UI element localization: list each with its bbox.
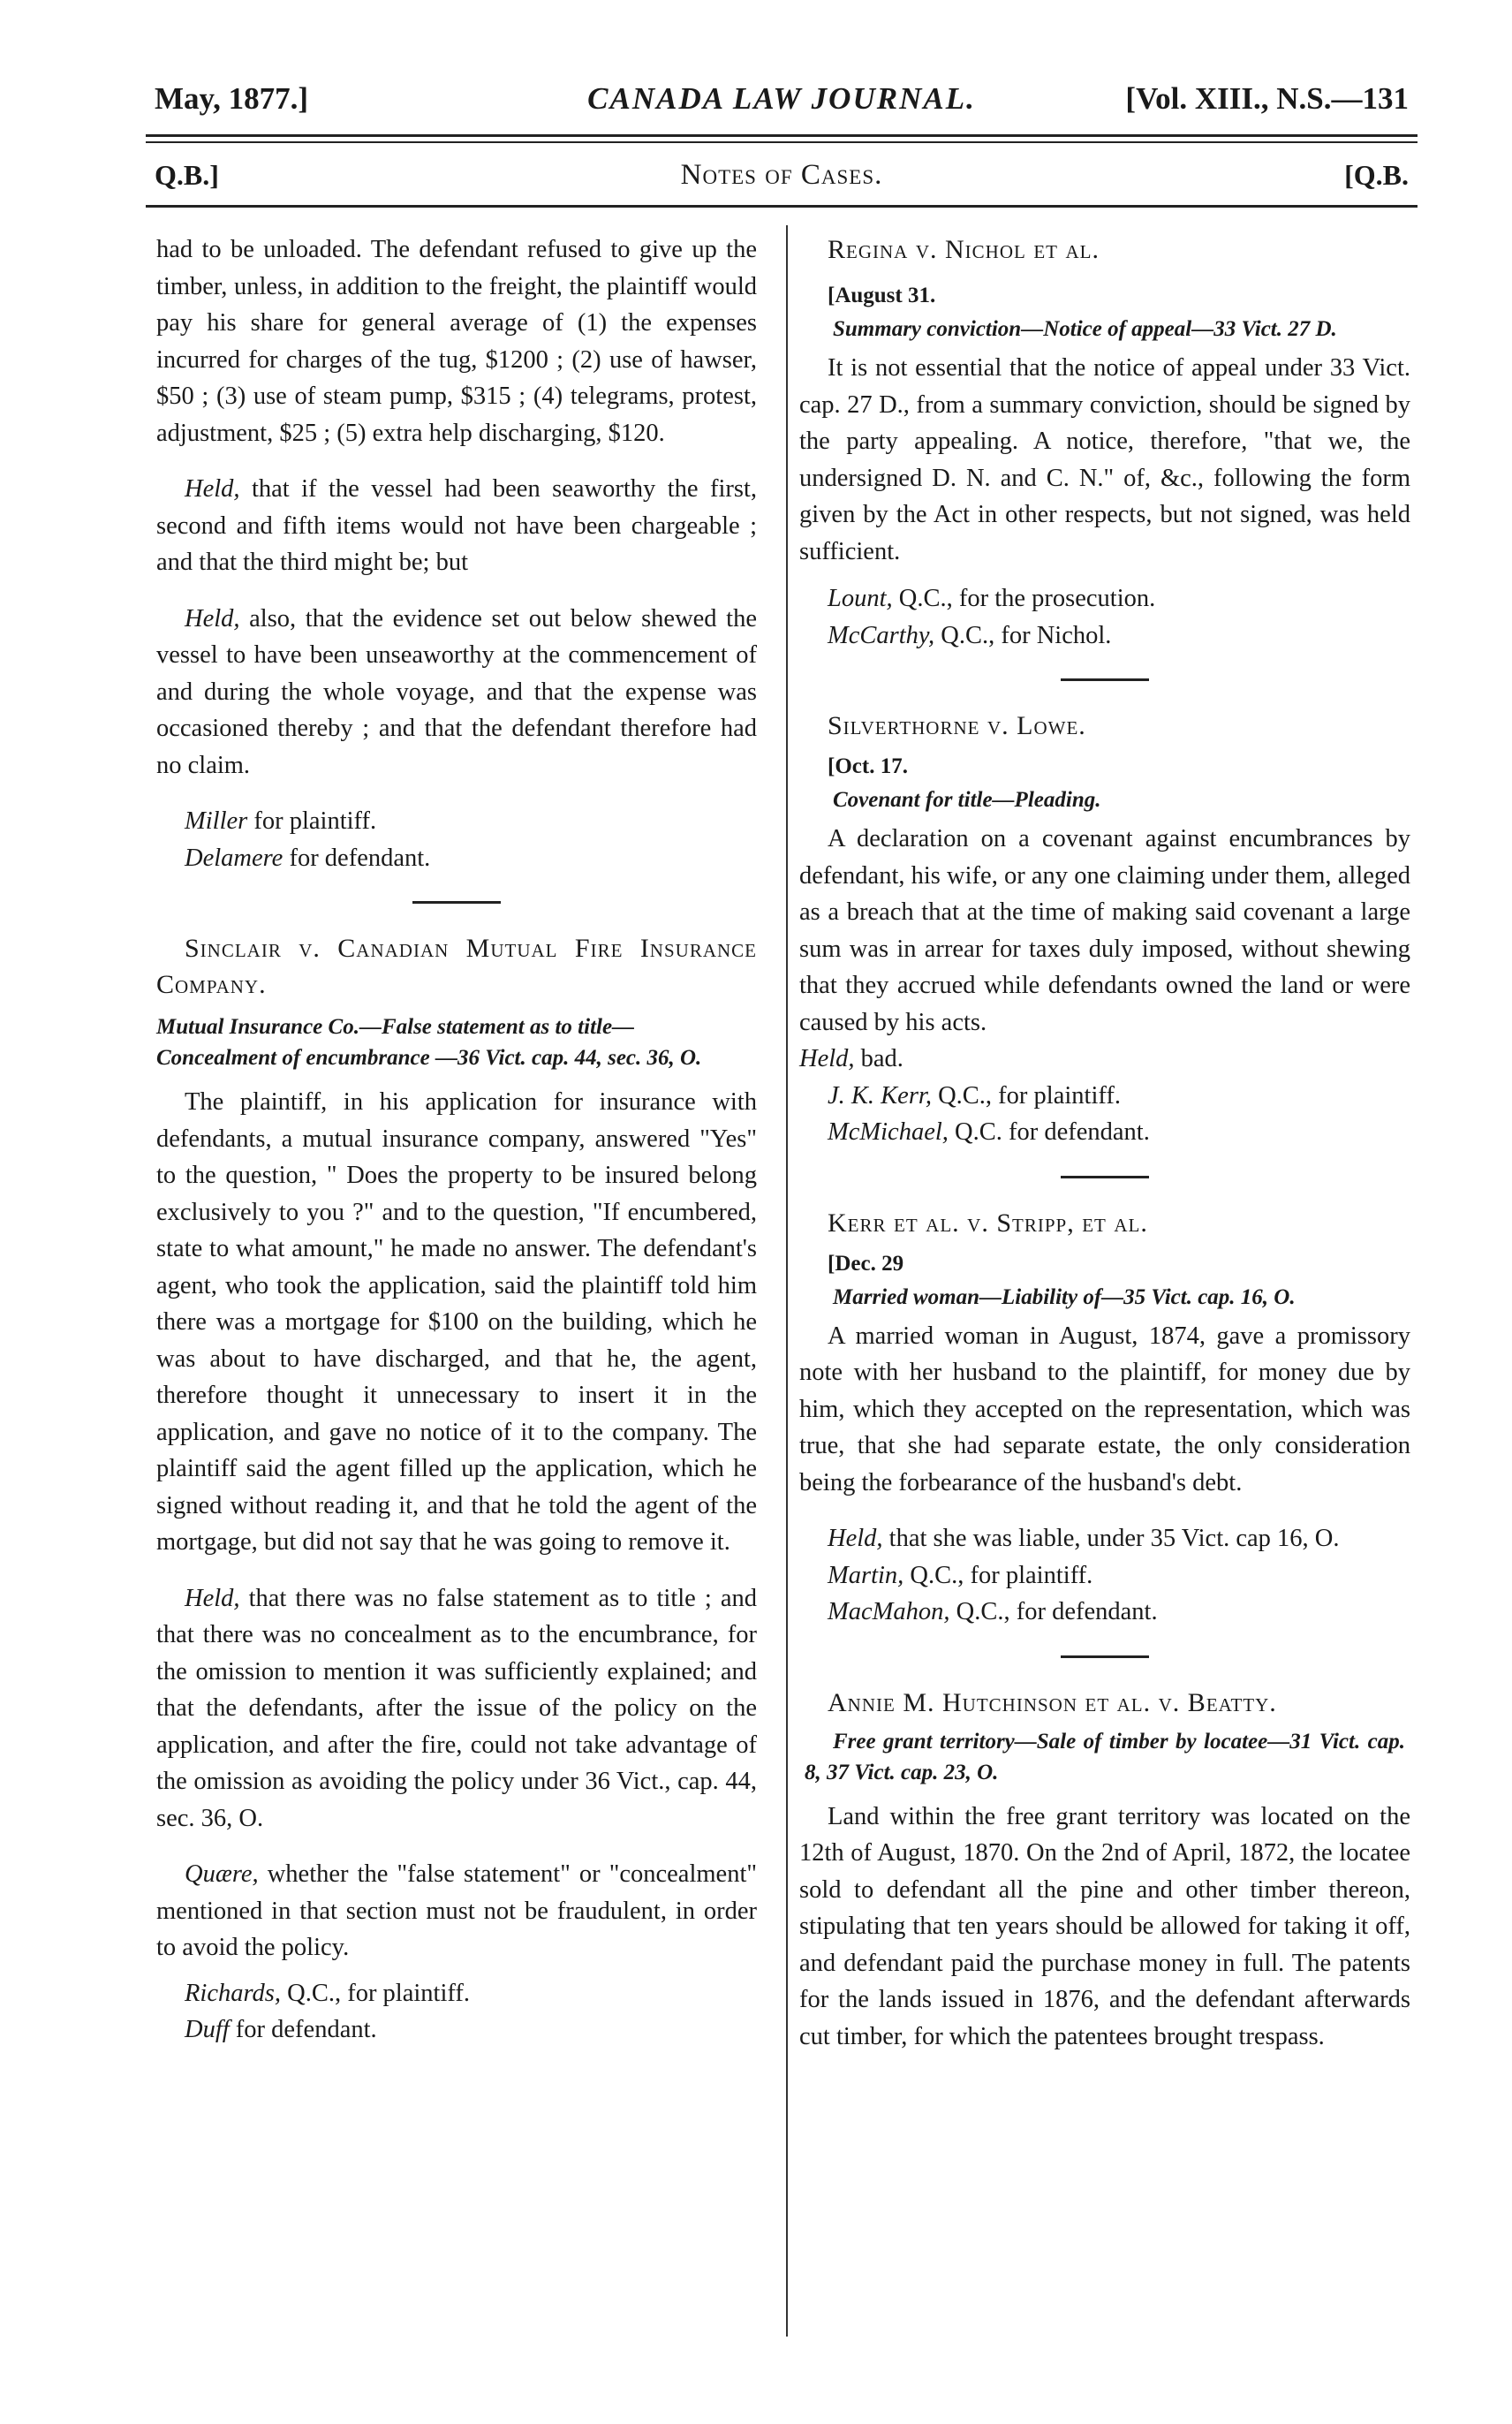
section-head: [155, 159, 1409, 200]
journal-title: CANADA LAW JOURNAL.: [587, 81, 976, 116]
section-title: Notes of Cases.: [680, 159, 883, 191]
left-column: [156, 231, 757, 2049]
right-column: [799, 231, 1410, 2055]
held-label: Held,: [828, 1525, 883, 1552]
case-facts: The plaintiff, in his application for insurance with defendants, a mutual insurance company, answered "Yes" to the question, " Does the property to be insured belong exclusively to you ?" and to the question, "If encumbered, state to what amount," he made no answer. The defendant's agent, who took the application, said the plaintiff told him there was a mortgage for $100 on the building, which he was about to have discharged, and that he, the agent, therefore thought it unnecessary to insert it in the application, and gave no notice of it to the company. The plaintiff said the agent filled up the application, which he signed without reading it, and that he told the agent of the mortgage, but did not say that he was going to remove it.: [156, 1088, 757, 1556]
issue-date: May, 1877.]: [155, 81, 309, 116]
held-paragraph: Held, that if the vessel had been seaworthy the first, second and fifth items would not have been chargeable ; and that the third might be; but: [156, 475, 757, 576]
counsel-line: Richards, Q.C., for plaintiff.: [185, 1979, 470, 2007]
case-facts: A declaration on a covenant against encumbrances by defendant, his wife, or any one claiming under them, alleged as a breach that at the time of making said covenant a large sum was in arrear for taxes duly imposed, without shewing that they accrued while defendants owned the land or were caused by his acts.: [799, 825, 1410, 1036]
case-headnote: Mutual Insurance Co.—False statement as to title—Concealment of encumbrance —36 Vict. cap. 44, sec. 36, O.: [156, 1015, 702, 1070]
held-label: Held,: [185, 604, 240, 633]
case-separator: [1061, 678, 1149, 681]
case-title: Annie M. Hutchinson et al. v. Beatty.: [828, 1687, 1277, 1717]
counsel-line: J. K. Kerr, Q.C., for plaintiff.: [828, 1081, 1121, 1110]
header-rule-top: [146, 134, 1418, 137]
held-label: Held,: [799, 1045, 855, 1072]
case-facts: A married woman in August, 1874, gave a promissory note with her husband to the plaintiff, for money due by him, which they accepted on the representation, which was true, that she had separate estate, the only consideration being the forbearance of the husband's debt.: [799, 1322, 1410, 1496]
case-headnote: Summary conviction—Notice of appeal—33 Vict. 27 D.: [833, 317, 1337, 341]
running-head: [155, 81, 1409, 131]
court-right: [Q.B.: [1344, 159, 1409, 191]
case-facts: It is not essential that the notice of appeal under 33 Vict. cap. 27 D., from a summary conviction, should be signed by the party appealing. A notice, therefore, "that we, the undersigned D. N. and C. N." of, &c., following the form given by the Act in other respects, but not signed, was held sufficient.: [799, 354, 1410, 565]
held-paragraph: Held, that there was no false statement as to title ; and that there was no concealment as to the encumbrance, for the omission to mention it was sufficiently explained; and that the defendants, after the issue of the policy on the application, and after the fire, could not take advantage of the omission as avoiding the policy under 36 Vict., cap. 44, sec. 36, O.: [156, 1584, 757, 1832]
case-headnote: Married woman—Liability of—35 Vict. cap. 16, O.: [833, 1284, 1296, 1309]
case-title: Kerr et al. v. Stripp, et al.: [828, 1208, 1148, 1238]
held-paragraph: Held, that she was liable, under 35 Vict. cap 16, O.: [828, 1525, 1340, 1552]
case-facts: Land within the free grant territory was located on the 12th of August, 1870. On the 2nd of April, 1872, the locatee sold to defendant all the pine and other timber thereon, stipulating that ten years should be allowed for taking it off, and defendant paid the purchase money in full. The patents for the lands issued in 1876, and the defendant afterwards cut timber, for which the patentees brought trespass.: [799, 1802, 1410, 2050]
volume-page: [Vol. XIII., N.S.—131: [1125, 81, 1409, 116]
case-title: Regina v. Nichol et al.: [828, 235, 1100, 264]
held-label: Held,: [185, 1584, 240, 1612]
quaere-label: Quære,: [185, 1860, 259, 1888]
case-title: Sinclair v. Canadian Mutual Fire Insurance Company.: [156, 934, 757, 999]
counsel-line: Delamere for defendant.: [185, 844, 431, 872]
counsel-line: Duff for defendant.: [185, 2016, 377, 2043]
counsel-line: McMichael, Q.C. for defendant.: [828, 1118, 1150, 1146]
case-headnote: Covenant for title—Pleading.: [833, 788, 1101, 812]
counsel-line: McCarthy, Q.C., for Nichol.: [828, 621, 1112, 649]
quaere-paragraph: Quære, whether the "false statement" or "concealment" mentioned in that section must not be fraudulent, in order to avoid the policy.: [156, 1860, 757, 1961]
counsel-line: Miller for plaintiff.: [185, 807, 377, 835]
column-divider: [786, 225, 788, 2337]
held-label: Held,: [185, 475, 240, 503]
header-rule-bottom: [146, 141, 1418, 143]
case-separator: [1061, 1655, 1149, 1658]
held-paragraph: Held, bad.: [799, 1045, 903, 1072]
case-date: [Dec. 29: [828, 1251, 904, 1276]
case-date: [August 31.: [828, 284, 936, 307]
held-also-paragraph: Held, also, that the evidence set out below shewed the vessel to have been unseaworthy at the commencement of and during the whole voyage, and that the expense was occasioned thereby ; and that the defendant therefore had no claim.: [156, 604, 757, 779]
case-title: Silverthorne v. Lowe.: [828, 711, 1086, 740]
case-headnote: Free grant territory—Sale of timber by locatee—31 Vict. cap. 8, 37 Vict. cap. 23, O.: [805, 1729, 1405, 1784]
case-separator: [412, 901, 501, 904]
counsel-line: Lount, Q.C., for the prosecution.: [828, 585, 1156, 612]
case-date: [Oct. 17.: [828, 754, 908, 778]
counsel-line: Martin, Q.C., for plaintiff.: [828, 1561, 1093, 1589]
counsel-line: MacMahon, Q.C., for defendant.: [828, 1598, 1158, 1625]
court-left: Q.B.]: [155, 159, 219, 191]
continued-paragraph: had to be unloaded. The defendant refused to give up the timber, unless, in addition to the freight, the plaintiff would pay his share for general average of (1) the expenses incurred for charges of the tug, $1200 ; (2) use of hawser, $50 ; (3) use of steam pump, $315 ; (4) telegrams, protest, adjustment, $25 ; (5) extra help discharging, $120.: [156, 236, 757, 447]
case-separator: [1061, 1176, 1149, 1178]
section-rule: [146, 205, 1418, 208]
